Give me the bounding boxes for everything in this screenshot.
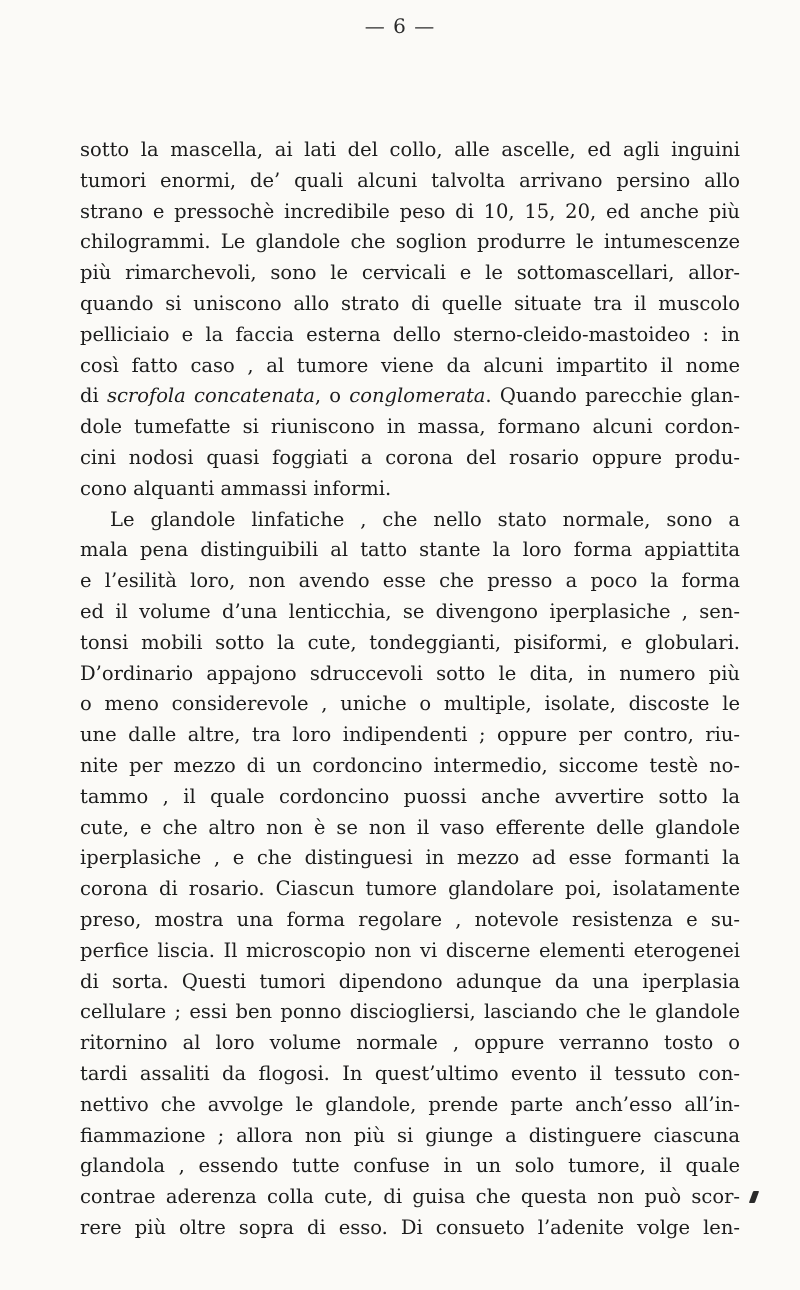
text-line: dole tumefatte si riuniscono in massa, formano alcuni cordon- [80, 415, 740, 439]
text-line: tammo , il quale cordoncino puossi anche avvertire sotto la [80, 784, 740, 808]
text-line: rere più oltre sopra di esso. Di consueto l’adenite volge len- [80, 1215, 740, 1239]
text-line: une dalle altre, tra loro indipendenti ; oppure per contro, riu- [80, 723, 740, 747]
text-line [80, 381, 740, 412]
text-line: cini nodosi quasi foggiati a corona del rosario oppure produ- [80, 445, 740, 469]
text-line: fiammazione ; allora non più si giunge a distinguere ciascuna [80, 1123, 740, 1147]
italic-term: conglomerata [349, 384, 486, 408]
text-line: strano e pressochè incredibile peso di 10, 15, 20, ed anche più [80, 199, 740, 223]
text-line: glandola , essendo tutte confuse in un solo tumore, il quale [80, 1154, 740, 1178]
text-line: cono alquanti ammassi informi. [80, 476, 392, 500]
text-line: D’ordinario appajono sdruccevoli sotto le dita, in numero più [80, 661, 740, 685]
text-line: preso, mostra una forma regolare , notevole resistenza e su- [80, 907, 740, 931]
text-line: iperplasiche , e che distinguesi in mezzo ad esse formanti la [80, 846, 740, 870]
text-line: corona di rosario. Ciascun tumore glandolare poi, isolatamente [80, 877, 740, 901]
italic-term: scrofola concatenata [106, 384, 315, 408]
text-line: tumori enormi, de’ quali alcuni talvolta arrivano persino allo [80, 168, 740, 192]
text-line: quando si uniscono allo strato di quelle situate tra il muscolo [80, 291, 740, 315]
text-line: così fatto caso , al tumore viene da alcuni impartito il nome [80, 353, 740, 377]
body-text [80, 135, 740, 1244]
text-line: perfice liscia. Il microscopio non vi discerne elementi eterogenei [80, 938, 740, 962]
text-line: tardi assaliti da flogosi. In quest’ultimo evento il tessuto con- [80, 1061, 740, 1085]
text-line: contrae aderenza colla cute, di guisa che questa non può scor- [80, 1185, 740, 1209]
text-line: mala pena distinguibili al tatto stante la loro forma appiattita [80, 538, 740, 562]
text-line: e l’esilità loro, non avendo esse che presso a poco la forma [80, 569, 740, 593]
page-number: — 6 — [364, 14, 436, 38]
text-line: cute, e che altro non è se non il vaso efferente delle glandole [80, 815, 740, 839]
text-line: nettivo che avvolge le glandole, prende parte anch’esso all’in- [80, 1092, 740, 1116]
text-line: ritornino al loro volume normale , oppure verranno tosto o [80, 1031, 740, 1055]
text-line: sotto la mascella, ai lati del collo, alle ascelle, ed agli inguini [80, 138, 740, 161]
text-fragment: , o [314, 384, 350, 408]
text-line: pelliciaio e la faccia esterna dello sterno-cleido-mastoideo : in [80, 322, 740, 346]
text-line: cellulare ; essi ben ponno disciogliersi, lasciando che le glandole [80, 1000, 740, 1024]
text-line: chilogrammi. Le glandole che soglion produrre le intumescenze [80, 230, 740, 254]
text-fragment: di [80, 384, 107, 408]
ink-mark [749, 1191, 759, 1203]
text-fragment: . Quando parecchie glan- [485, 384, 740, 408]
text-line: di sorta. Questi tumori dipendono adunque da una iperplasia [80, 969, 740, 993]
text-line: tonsi mobili sotto la cute, tondeggianti, pisiformi, e globulari. [80, 630, 740, 654]
text-line: o meno considerevole , uniche o multiple, isolate, discoste le [80, 692, 740, 716]
text-line: ed il volume d’una lenticchia, se divengono iperplasiche , sen- [80, 599, 740, 623]
text-line: nite per mezzo di un cordoncino intermedio, siccome testè no- [80, 753, 740, 777]
text-line: più rimarchevoli, sono le cervicali e le sottomascellari, allor- [80, 261, 740, 285]
text-line: Le glandole linfatiche , che nello stato normale, sono a [110, 507, 740, 531]
